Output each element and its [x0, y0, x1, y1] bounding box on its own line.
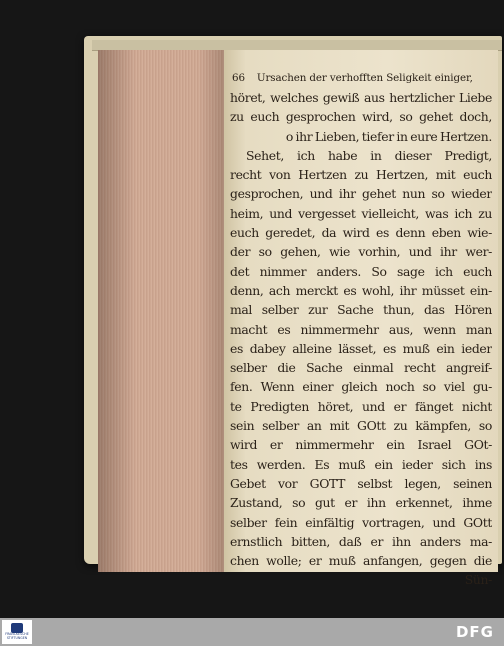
page-text: [230, 68, 492, 590]
institution-logo[interactable]: [2, 620, 32, 644]
text-line: chen wolle; er muß anfangen, gegen die: [230, 553, 492, 569]
text-line: mal selber zur Sache thun, das Hören: [230, 302, 492, 318]
running-header: [230, 68, 492, 88]
text-line: o ihr Lieben, tiefer in eure Hertzen.: [285, 128, 492, 144]
text-line: der so gehen, wie vorhin, und ihr wer-: [230, 244, 492, 260]
catchword: Sün-: [464, 572, 492, 588]
text-line: recht von Hertzen zu Hertzen, mit euch: [230, 167, 492, 183]
text-line: denn, ach merckt es wohl, ihr müsset ein-: [230, 282, 492, 298]
text-line: zu euch gesprochen wird, so gehet doch,: [230, 109, 492, 125]
text-line: selber fein einfältig vortragen, und GOtt: [230, 514, 492, 530]
text-line: sein selber an mit GOtt zu kämpfen, so: [230, 418, 492, 434]
text-line: det nimmer anders. So sage ich euch: [230, 263, 492, 279]
running-head: Ursachen der verhofften Seligkeit einiger,: [256, 72, 473, 84]
text-line: Zustand, so gut er ihn erkennet, ihme: [230, 495, 492, 511]
text-line: Gebet vor GOTT selbst legen, seinen: [230, 475, 492, 491]
text-line: höret, welches gewiß aus hertzlicher Liebe: [230, 90, 492, 105]
page-number: 66: [232, 72, 245, 84]
text-line: Sehet, ich habe in dieser Predigt,: [246, 147, 492, 163]
fore-edge-shade: [98, 50, 224, 572]
viewer-footer: [0, 618, 504, 646]
text-line: te Predigten höret, und er fänget nicht: [230, 398, 492, 414]
logo-text: FRANCKESCHE STIFTUNGEN: [5, 632, 29, 640]
text-line: tes werden. Es muß ein ieder sich ins: [230, 456, 492, 472]
dfg-logo[interactable]: DFG: [455, 623, 494, 641]
text-line: macht es nimmermehr aus, wenn man: [230, 321, 492, 337]
book-page: [224, 50, 498, 588]
text-line: ernstlich bitten, daß er ihn anders ma-: [230, 533, 492, 549]
text-line: euch geredet, da wird es denn eben wie-: [230, 225, 492, 241]
text-line: wird er nimmermehr ein Israel GOt-: [230, 437, 492, 453]
text-line: heim, und vergesset vielleicht, was ich zu: [230, 205, 492, 221]
text-line: selber die Sache einmal recht angreif-: [230, 360, 492, 376]
text-line: es dabey alleine lässet, es muß ein ieder: [230, 340, 492, 356]
text-line: gesprochen, und ihr gehet nun so wieder: [230, 186, 492, 202]
text-line: fen. Wenn einer gleich noch so viel gu-: [230, 379, 492, 395]
